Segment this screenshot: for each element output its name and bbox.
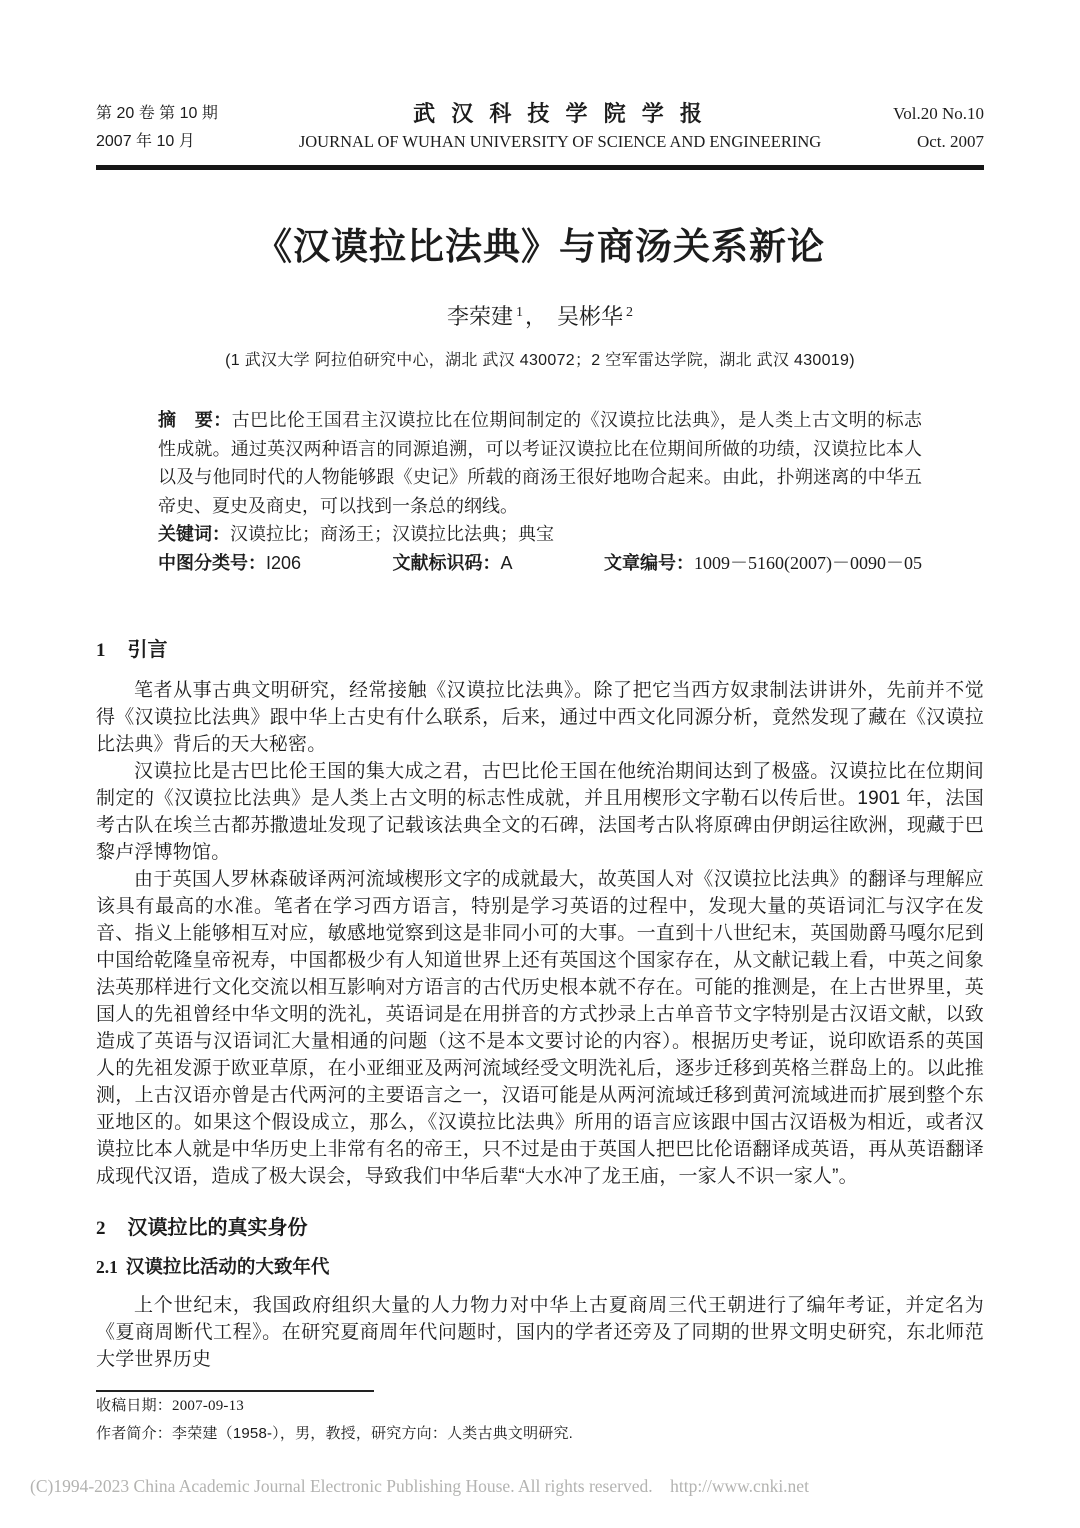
article-title: 《汉谟拉比法典》与商汤关系新论 (255, 226, 825, 267)
clc-number (158, 549, 301, 578)
authors (96, 298, 984, 332)
author (557, 304, 633, 329)
paragraph: 上个世纪末，我国政府组织大量的人力物力对中华上古夏商周三代王朝进行了编年考证，并定名为《夏商周断代工程》。在研究夏商周年代问题时，国内的学者还旁及了同期的世界文明史研究，东北师范大学世界历史 (96, 1295, 984, 1371)
issue-info-cn (96, 100, 286, 156)
issue-info-en (834, 100, 984, 156)
subsection-number: 2.1 (96, 1257, 118, 1278)
footnote-block (96, 1390, 984, 1448)
document-code-value: A (500, 552, 513, 573)
author-bio-line (96, 1420, 984, 1448)
subsection-heading-2-1 (96, 1255, 984, 1279)
copyright-notice: (C)1994-2023 China Academic Journal Electronic Publishing House. All rights reserved. http://www.cnki.net (30, 1476, 809, 1496)
subsection-title: 汉谟拉比活动的大致年代 (125, 1256, 330, 1278)
authors-separator: ， (524, 304, 547, 330)
received-date-label: 收稿日期： (96, 1397, 173, 1415)
page-header (96, 100, 984, 156)
section-number: 2 (96, 1218, 106, 1240)
abstract-label: 摘 要： (158, 410, 232, 431)
section-heading-1 (96, 637, 984, 664)
affiliation: (1 武汉大学 阿拉伯研究中心，湖北 武汉 430072；2 空军雷达学院，湖北 武汉 430019) (225, 352, 855, 370)
article-id-value: 1009－5160(2007)－0090－05 (694, 552, 922, 573)
issue-date-cn: 2007 年 10 月 (96, 133, 195, 150)
clc-label: 中图分类号： (158, 552, 266, 573)
section-title: 汉谟拉比的真实身份 (127, 1217, 308, 1240)
paragraph: 由于英国人罗林森破译两河流域楔形文字的成就最大，故英国人对《汉谟拉比法典》的翻译与理解应该具有最高的水准。笔者在学习西方语言，特别是学习英语的过程中，发现大量的英语词汇与汉字在发音、指义上能够相互对应，敏感地觉察到这是非同小可的大事。一直到十八世纪末，英国勋爵马嘎尔尼到中国给乾隆皇帝祝寿，中国都极少有人知道世界上还有英国这个国家存在，从文献记载上看，中英之间象法英那样进行文化交流以相互影响对方语言的古代历史根本就不存在。可能的推测是，在上古世界里，英国人的先祖曾经中华文明的洗礼，英语词是在用拼音的方式抄录上古单音节文字特别是古汉语文献，以致造成了英语与汉语词汇大量相通的问题（这不是本文要讨论的内容）。根据历史考证，说印欧语系的英国人的先祖发源于欧亚草原，在小亚细亚及两河流域经受文明洗礼后，逐步迁移到英格兰群岛上的。以此推测，上古汉语亦曾是古代两河的主要语言之一，汉语可能是从两河流域迁移到黄河流域进而扩展到整个东亚地区的。如果这个假设成立，那么，《汉谟拉比法典》所用的语言应该跟中国古汉语极为相近，或者汉谟拉比本人就是中华历史上非常有名的帝王，只不过是由于英国人把巴比伦语翻译成英语，再从英语翻译成现代汉语，造成了极大误会，导致我们中华后辈“大水冲了龙王庙，一家人不识一家人”。 (96, 869, 984, 1188)
journal-title-en: JOURNAL OF WUHAN UNIVERSITY OF SCIENCE AND ENGINEERING (298, 132, 822, 151)
section-title: 引言 (127, 639, 168, 662)
author-superscript: 2 (626, 305, 634, 320)
article-id (604, 549, 922, 578)
keywords-label: 关键词： (158, 524, 230, 545)
author-superscript: 1 (515, 305, 523, 320)
article-id-label: 文章编号： (604, 552, 694, 573)
keywords-text: 汉谟拉比；商汤王；汉谟拉比法典；典宝 (230, 524, 554, 545)
author-bio-label: 作者简介： (96, 1425, 173, 1443)
abstract (158, 406, 922, 520)
author-name: 李荣建 (446, 304, 513, 330)
issue-date-en: Oct. 2007 (916, 132, 984, 151)
journal-title-block (286, 100, 834, 156)
clc-value: I206 (266, 552, 302, 573)
page-content (96, 0, 984, 1448)
keywords (158, 520, 922, 549)
document-code-label: 文献标识码： (392, 552, 501, 573)
paragraph: 笔者从事古典文明研究，经常接触《汉谟拉比法典》。除了把它当西方奴隶制法讲讲外，先前并不觉得《汉谟拉比法典》跟中华上古史有什么联系，后来，通过中西文化同源分析，竟然发现了藏在《汉谟拉比法典》背后的天大秘密。 (96, 680, 984, 756)
author (447, 304, 523, 329)
classification-line (158, 549, 922, 578)
author-name: 吴彬华 (557, 304, 624, 330)
abstract-block (158, 406, 922, 577)
issue-number-cn: 第 20 卷 第 10 期 (96, 105, 218, 122)
section-heading-2 (96, 1215, 984, 1242)
section-number: 1 (96, 640, 106, 662)
journal-title-cn: 武 汉 科 技 学 院 学 报 (413, 101, 707, 126)
author-bio-text: 李荣建（1958-），男，教授，研究方向：人类古典文明研究. (172, 1425, 574, 1443)
received-date-line (96, 1392, 984, 1420)
abstract-text: 古巴比伦王国君主汉谟拉比在位期间制定的《汉谟拉比法典》，是人类上古文明的标志性成就。通过英汉两种语言的同源追溯，可以考证汉谟拉比在位期间所做的功绩，汉谟拉比本人以及与他同时代的人物能够跟《史记》所载的商汤王很好地吻合起来。由此，扑朔迷离的中华五帝史、夏史及商史，可以找到一条总的纲线。 (158, 410, 923, 516)
document-code (393, 549, 513, 578)
paragraph: 汉谟拉比是古巴比伦王国的集大成之君，古巴比伦王国在他统治期间达到了极盛。汉谟拉比在位期间制定的《汉谟拉比法典》是人类上古文明的标志性成就，并且用楔形文字勒石以传后世。1901 年，法国考古队在埃兰古都苏撒遗址发现了记载该法典全文的石碑，法国考古队将原碑由伊朗运往欧洲，现藏于巴黎卢浮博物馆。 (96, 761, 984, 864)
received-date-value: 2007-09-13 (172, 1398, 245, 1415)
header-divider (96, 165, 984, 170)
issue-number-en: Vol.20 No.10 (893, 104, 984, 123)
